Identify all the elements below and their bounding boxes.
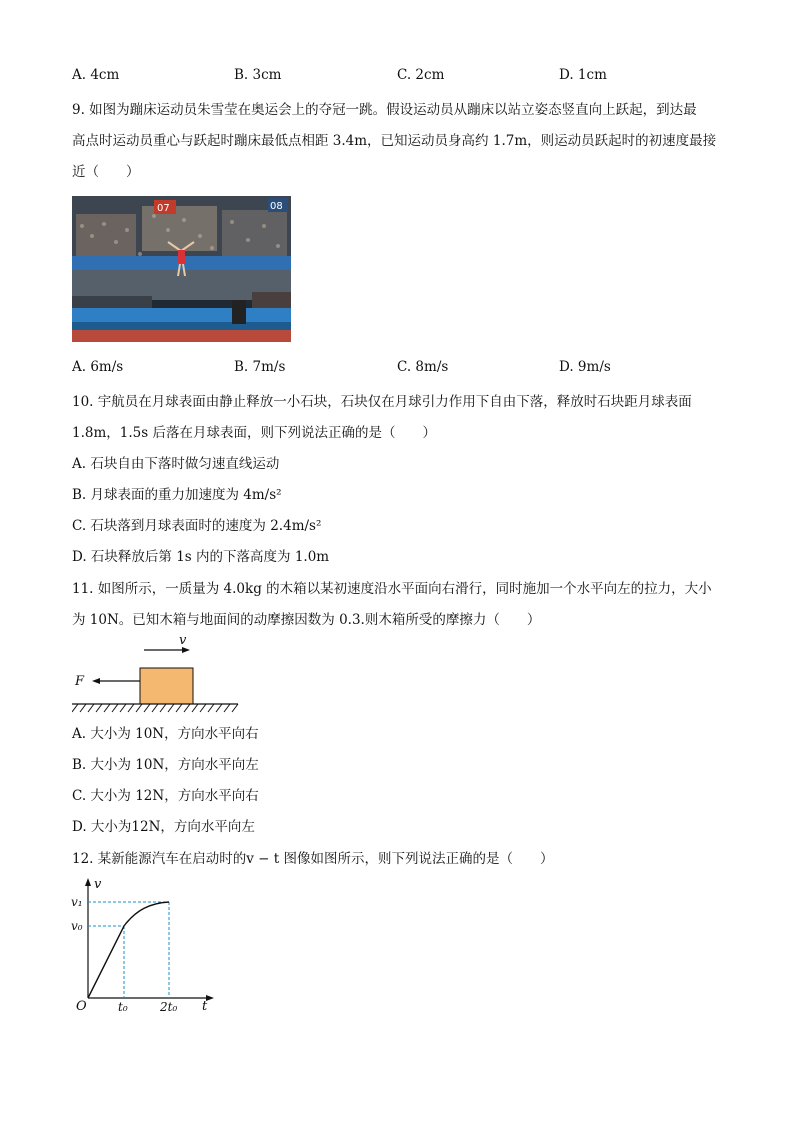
q8-option-a: A. 4cm [72,67,120,83]
trampoline-photo [72,196,291,342]
vt-graph [70,874,220,1012]
q8-option-d: D. 1cm [559,67,607,83]
q11-option-c: C. 大小为 12N，方向水平向右 [72,788,259,804]
q10-option-a: A. 石块自由下落时做匀速直线运动 [72,456,280,472]
y-tick-v1: v₁ [71,895,83,909]
q11-option-a: A. 大小为 10N，方向水平向右 [72,726,259,742]
q10-option-b: B. 月球表面的重力加速度为 4m/s² [72,487,282,503]
q9-option-c: C. 8m/s [397,359,449,375]
origin-label: O [76,999,87,1012]
box-force-diagram [72,632,242,714]
q9-option-a: A. 6m/s [72,359,124,375]
q9-stem-line-2: 高点时运动员重心与跃起时蹦床最低点相距 3.4m，已知运动员身高约 1.7m，则运动员跃起时的初速度最接 [72,133,717,149]
x-axis-label: t [202,999,208,1012]
x-tick-t0: t₀ [118,1000,128,1012]
q10-option-d: D. 石块释放后第 1s 内的下落高度为 1.0m [72,549,330,565]
q11-option-b: B. 大小为 10N，方向水平向左 [72,757,259,773]
q11-option-d: D. 大小为12N，方向水平向左 [72,819,255,835]
q9-stem-line-3: 近（ ） [72,164,140,180]
q9-option-b: B. 7m/s [234,359,286,375]
q10-option-c: C. 石块落到月球表面时的速度为 2.4m/s² [72,518,322,534]
q10-stem-line-1: 10. 宇航员在月球表面由静止释放一小石块，石块仅在月球引力作用下自由下落，释放时石块距月球表面 [72,394,692,410]
q9-stem-line-1: 9. 如图为蹦床运动员朱雪莹在奥运会上的夺冠一跳。假设运动员从蹦床以站立姿态竖直向上跃起，到达最 [72,102,697,118]
photo-overlay-08: 08 [270,201,283,212]
q12-stem: 12. 某新能源汽车在启动时的v − t 图像如图所示，则下列说法正确的是（ ） [72,851,554,867]
q8-option-b: B. 3cm [234,67,282,83]
x-tick-2t0: 2t₀ [160,1000,178,1012]
force-label: F [75,674,85,689]
q8-option-c: C. 2cm [397,67,445,83]
velocity-label: v [179,633,187,648]
photo-overlay-07: 07 [157,203,170,214]
q11-stem-line-1: 11. 如图所示，一质量为 4.0kg 的木箱以某初速度沿水平面向右滑行，同时施加一个水平向左的拉力，大小 [72,581,712,597]
q10-stem-line-2: 1.8m，1.5s 后落在月球表面，则下列说法正确的是（ ） [72,425,436,441]
q11-stem-line-2: 为 10N。已知木箱与地面间的动摩擦因数为 0.3.则木箱所受的摩擦力（ ） [72,612,541,628]
y-tick-v0: v₀ [71,919,83,933]
y-axis-label: v [94,877,102,892]
q9-option-d: D. 9m/s [559,359,611,375]
